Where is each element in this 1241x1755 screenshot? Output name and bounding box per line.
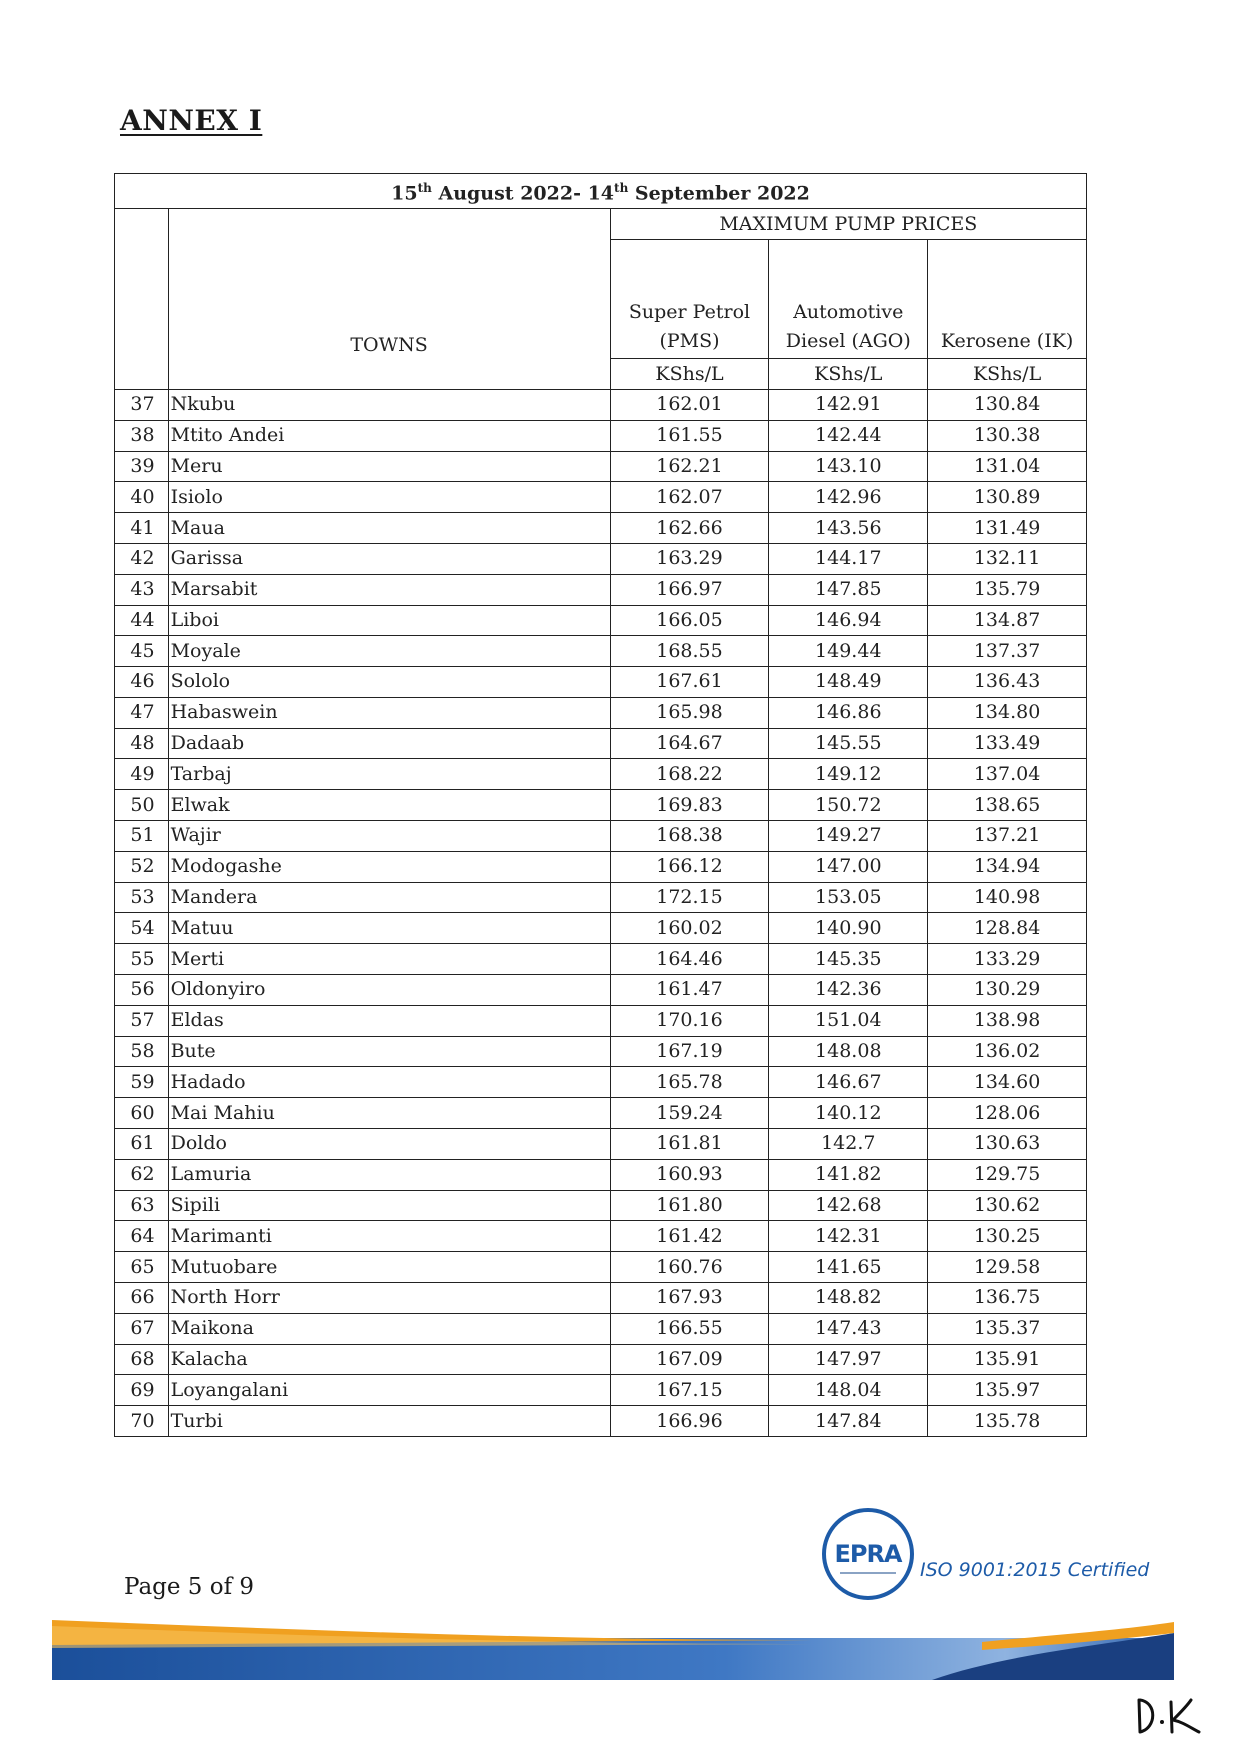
row-number: 49: [115, 759, 169, 790]
number-header-cell: [115, 209, 169, 390]
row-number: 52: [115, 851, 169, 882]
pms-price: 159.24: [610, 1098, 769, 1129]
pms-price: 161.55: [610, 420, 769, 451]
ik-price: 135.97: [928, 1375, 1087, 1406]
table-row: [115, 1252, 1087, 1283]
town-name: Mai Mahiu: [168, 1098, 610, 1129]
row-number: 62: [115, 1159, 169, 1190]
table-row: [115, 882, 1087, 913]
row-number: 43: [115, 574, 169, 605]
signature-icon: [1135, 1692, 1205, 1737]
ik-price: 135.79: [928, 574, 1087, 605]
ago-price: 148.08: [769, 1036, 928, 1067]
pms-header: Super Petrol (PMS): [610, 240, 769, 359]
town-name: Habaswein: [168, 697, 610, 728]
row-number: 70: [115, 1406, 169, 1437]
ik-price: 135.91: [928, 1344, 1087, 1375]
pms-price: 165.98: [610, 697, 769, 728]
table-row: [115, 636, 1087, 667]
table-row: [115, 1313, 1087, 1344]
town-name: Meru: [168, 451, 610, 482]
town-name: Elwak: [168, 790, 610, 821]
ik-header: Kerosene (IK): [928, 240, 1087, 359]
ago-price: 151.04: [769, 1005, 928, 1036]
ik-price: 134.80: [928, 697, 1087, 728]
town-name: Lamuria: [168, 1159, 610, 1190]
town-name: Maikona: [168, 1313, 610, 1344]
ago-price: 142.91: [769, 389, 928, 420]
row-number: 69: [115, 1375, 169, 1406]
row-number: 41: [115, 513, 169, 544]
table-row: [115, 389, 1087, 420]
pms-unit: KShs/L: [610, 359, 769, 390]
ik-price: 130.38: [928, 420, 1087, 451]
pms-price: 166.05: [610, 605, 769, 636]
town-name: Wajir: [168, 821, 610, 852]
ago-price: 140.90: [769, 913, 928, 944]
town-name: Eldas: [168, 1005, 610, 1036]
town-name: Turbi: [168, 1406, 610, 1437]
row-number: 63: [115, 1190, 169, 1221]
logo-underline: [840, 1572, 896, 1574]
pms-price: 168.22: [610, 759, 769, 790]
pms-price: 161.80: [610, 1190, 769, 1221]
row-number: 42: [115, 543, 169, 574]
table-row: [115, 1129, 1087, 1160]
town-name: Hadado: [168, 1067, 610, 1098]
town-name: Mtito Andei: [168, 420, 610, 451]
ago-price: 148.49: [769, 667, 928, 698]
ik-price: 128.06: [928, 1098, 1087, 1129]
town-name: Sololo: [168, 667, 610, 698]
towns-header: TOWNS: [168, 209, 610, 390]
ik-price: 136.02: [928, 1036, 1087, 1067]
ik-price: 135.37: [928, 1313, 1087, 1344]
pms-price: 166.96: [610, 1406, 769, 1437]
pms-price: 169.83: [610, 790, 769, 821]
ik-price: 140.98: [928, 882, 1087, 913]
table-row: [115, 605, 1087, 636]
town-name: Matuu: [168, 913, 610, 944]
row-number: 40: [115, 482, 169, 513]
footer-banner: [52, 1600, 1174, 1680]
ik-price: 137.21: [928, 821, 1087, 852]
row-number: 58: [115, 1036, 169, 1067]
ago-price: 142.7: [769, 1129, 928, 1160]
row-number: 60: [115, 1098, 169, 1129]
row-number: 44: [115, 605, 169, 636]
ik-price: 130.29: [928, 975, 1087, 1006]
pms-price: 161.81: [610, 1129, 769, 1160]
ago-price: 141.82: [769, 1159, 928, 1190]
ago-price: 149.44: [769, 636, 928, 667]
table-row: [115, 913, 1087, 944]
pms-price: 166.97: [610, 574, 769, 605]
ago-price: 142.96: [769, 482, 928, 513]
table-row: [115, 1344, 1087, 1375]
table-row: [115, 667, 1087, 698]
ago-price: 153.05: [769, 882, 928, 913]
group-header-row: [115, 209, 1087, 240]
ago-price: 144.17: [769, 543, 928, 574]
table-row: [115, 482, 1087, 513]
pms-price: 161.42: [610, 1221, 769, 1252]
table-row: [115, 975, 1087, 1006]
row-number: 47: [115, 697, 169, 728]
ik-price: 129.58: [928, 1252, 1087, 1283]
table-row: [115, 790, 1087, 821]
town-name: Nkubu: [168, 389, 610, 420]
ik-price: 130.25: [928, 1221, 1087, 1252]
ik-price: 131.04: [928, 451, 1087, 482]
ago-price: 149.12: [769, 759, 928, 790]
town-name: Merti: [168, 944, 610, 975]
logo-text: EPRA: [834, 1540, 902, 1568]
town-name: Dadaab: [168, 728, 610, 759]
ik-price: 134.60: [928, 1067, 1087, 1098]
pms-price: 167.09: [610, 1344, 769, 1375]
ago-price: 146.67: [769, 1067, 928, 1098]
period-header: 15th August 2022- 14th September 2022: [115, 174, 1087, 209]
page-title: ANNEX I: [120, 104, 263, 137]
town-name: Sipili: [168, 1190, 610, 1221]
ik-price: 129.75: [928, 1159, 1087, 1190]
ik-price: 133.49: [928, 728, 1087, 759]
ik-price: 138.65: [928, 790, 1087, 821]
table-row: [115, 1221, 1087, 1252]
table-row: [115, 1190, 1087, 1221]
pms-price: 172.15: [610, 882, 769, 913]
ago-price: 147.85: [769, 574, 928, 605]
ik-price: 130.63: [928, 1129, 1087, 1160]
table-row: [115, 574, 1087, 605]
page-number: Page 5 of 9: [124, 1574, 255, 1600]
town-name: Modogashe: [168, 851, 610, 882]
table-row: [115, 1375, 1087, 1406]
table-row: [115, 728, 1087, 759]
town-name: Bute: [168, 1036, 610, 1067]
row-number: 39: [115, 451, 169, 482]
ik-price: 130.84: [928, 389, 1087, 420]
pms-price: 162.66: [610, 513, 769, 544]
ik-price: 137.04: [928, 759, 1087, 790]
pms-price: 162.01: [610, 389, 769, 420]
row-number: 55: [115, 944, 169, 975]
town-name: Moyale: [168, 636, 610, 667]
ik-price: 130.62: [928, 1190, 1087, 1221]
town-name: Marimanti: [168, 1221, 610, 1252]
town-name: Maua: [168, 513, 610, 544]
ago-price: 143.56: [769, 513, 928, 544]
ago-price: 143.10: [769, 451, 928, 482]
ago-price: 148.82: [769, 1283, 928, 1314]
row-number: 48: [115, 728, 169, 759]
ago-price: 147.00: [769, 851, 928, 882]
ago-price: 145.35: [769, 944, 928, 975]
pms-price: 167.15: [610, 1375, 769, 1406]
max-pump-prices-header: MAXIMUM PUMP PRICES: [610, 209, 1086, 240]
row-number: 65: [115, 1252, 169, 1283]
ik-price: 135.78: [928, 1406, 1087, 1437]
row-number: 46: [115, 667, 169, 698]
ik-price: 134.87: [928, 605, 1087, 636]
table-row: [115, 759, 1087, 790]
ago-price: 148.04: [769, 1375, 928, 1406]
pms-price: 166.55: [610, 1313, 769, 1344]
town-name: Marsabit: [168, 574, 610, 605]
table-row: [115, 1067, 1087, 1098]
ik-price: 137.37: [928, 636, 1087, 667]
town-name: Liboi: [168, 605, 610, 636]
pms-price: 170.16: [610, 1005, 769, 1036]
row-number: 66: [115, 1283, 169, 1314]
row-number: 53: [115, 882, 169, 913]
town-name: Doldo: [168, 1129, 610, 1160]
town-name: North Horr: [168, 1283, 610, 1314]
pms-price: 160.76: [610, 1252, 769, 1283]
table-row: [115, 1005, 1087, 1036]
row-number: 50: [115, 790, 169, 821]
ik-price: 130.89: [928, 482, 1087, 513]
pms-price: 161.47: [610, 975, 769, 1006]
pms-price: 164.46: [610, 944, 769, 975]
pms-price: 165.78: [610, 1067, 769, 1098]
table-row: [115, 451, 1087, 482]
town-name: Garissa: [168, 543, 610, 574]
ago-price: 142.44: [769, 420, 928, 451]
ago-price: 140.12: [769, 1098, 928, 1129]
pms-price: 168.55: [610, 636, 769, 667]
town-name: Tarbaj: [168, 759, 610, 790]
period-header-row: [115, 174, 1087, 209]
ik-price: 136.43: [928, 667, 1087, 698]
table-row: [115, 697, 1087, 728]
epra-logo: [822, 1508, 914, 1600]
table-row: [115, 420, 1087, 451]
pms-price: 160.93: [610, 1159, 769, 1190]
ago-price: 142.36: [769, 975, 928, 1006]
town-name: Oldonyiro: [168, 975, 610, 1006]
ago-price: 147.97: [769, 1344, 928, 1375]
ik-unit: KShs/L: [928, 359, 1087, 390]
ago-price: 149.27: [769, 821, 928, 852]
ago-price: 142.68: [769, 1190, 928, 1221]
pump-prices-table: [114, 173, 1087, 1437]
row-number: 54: [115, 913, 169, 944]
pms-price: 163.29: [610, 543, 769, 574]
ago-unit: KShs/L: [769, 359, 928, 390]
town-name: Mandera: [168, 882, 610, 913]
iso-certification: ISO 9001:2015 Certified: [920, 1559, 1150, 1581]
row-number: 38: [115, 420, 169, 451]
table-row: [115, 851, 1087, 882]
pms-price: 162.07: [610, 482, 769, 513]
table-row: [115, 513, 1087, 544]
pms-price: 167.19: [610, 1036, 769, 1067]
ago-header: Automotive Diesel (AGO): [769, 240, 928, 359]
table-row: [115, 1406, 1087, 1437]
ik-price: 134.94: [928, 851, 1087, 882]
ik-price: 128.84: [928, 913, 1087, 944]
ago-price: 150.72: [769, 790, 928, 821]
row-number: 61: [115, 1129, 169, 1160]
ago-price: 146.94: [769, 605, 928, 636]
table-row: [115, 1283, 1087, 1314]
pms-price: 167.61: [610, 667, 769, 698]
pms-price: 166.12: [610, 851, 769, 882]
table-row: [115, 1159, 1087, 1190]
row-number: 68: [115, 1344, 169, 1375]
ago-price: 145.55: [769, 728, 928, 759]
row-number: 45: [115, 636, 169, 667]
pms-price: 162.21: [610, 451, 769, 482]
pms-price: 168.38: [610, 821, 769, 852]
ago-price: 147.84: [769, 1406, 928, 1437]
pms-price: 160.02: [610, 913, 769, 944]
table-row: [115, 821, 1087, 852]
town-name: Isiolo: [168, 482, 610, 513]
ago-price: 146.86: [769, 697, 928, 728]
row-number: 51: [115, 821, 169, 852]
table-row: [115, 944, 1087, 975]
town-name: Mutuobare: [168, 1252, 610, 1283]
ik-price: 136.75: [928, 1283, 1087, 1314]
ago-price: 142.31: [769, 1221, 928, 1252]
pms-price: 164.67: [610, 728, 769, 759]
table-row: [115, 543, 1087, 574]
ik-price: 138.98: [928, 1005, 1087, 1036]
town-name: Loyangalani: [168, 1375, 610, 1406]
table-row: [115, 1098, 1087, 1129]
pms-price: 167.93: [610, 1283, 769, 1314]
table-row: [115, 1036, 1087, 1067]
ago-price: 141.65: [769, 1252, 928, 1283]
row-number: 67: [115, 1313, 169, 1344]
ago-price: 147.43: [769, 1313, 928, 1344]
row-number: 59: [115, 1067, 169, 1098]
ik-price: 131.49: [928, 513, 1087, 544]
ik-price: 132.11: [928, 543, 1087, 574]
row-number: 37: [115, 389, 169, 420]
town-name: Kalacha: [168, 1344, 610, 1375]
row-number: 56: [115, 975, 169, 1006]
ik-price: 133.29: [928, 944, 1087, 975]
row-number: 57: [115, 1005, 169, 1036]
row-number: 64: [115, 1221, 169, 1252]
